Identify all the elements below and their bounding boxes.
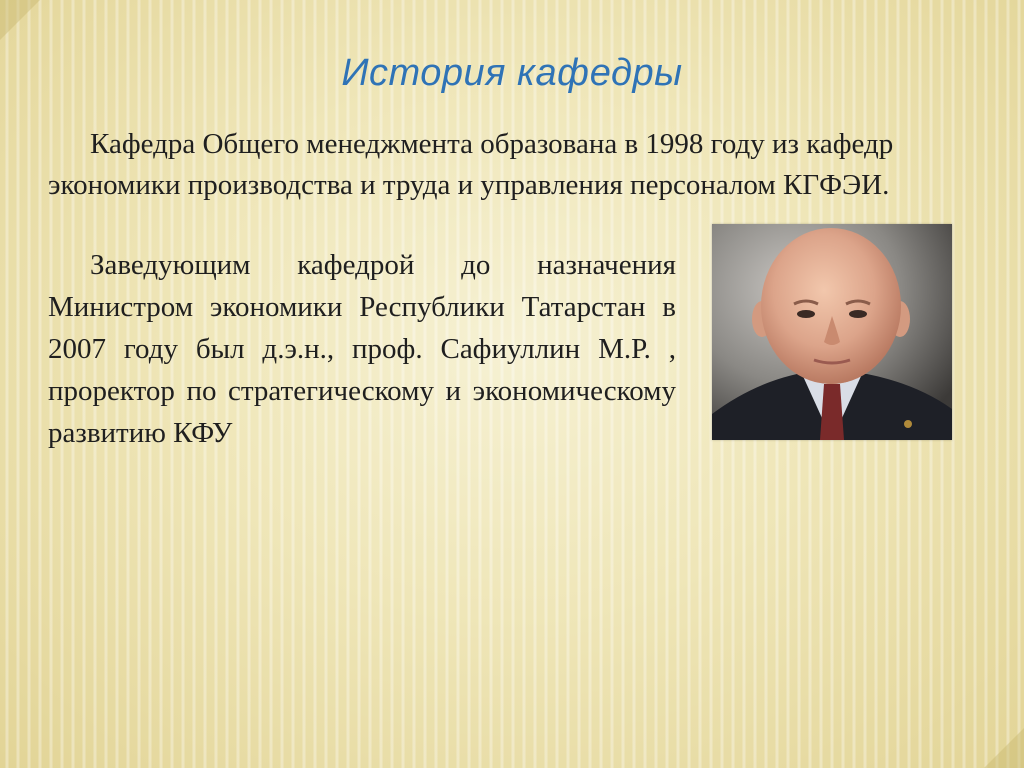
paragraph-history: Кафедра Общего менеджмента образована в 1998 году из кафедр экономики производства и труда и управления персоналом КГФЭИ. xyxy=(48,128,894,201)
slide-title: История кафедры xyxy=(341,52,683,94)
corner-decoration-bottom-right xyxy=(984,728,1024,768)
portrait-image xyxy=(712,224,952,440)
portrait-photo xyxy=(712,224,952,440)
corner-decoration-top-left xyxy=(0,0,40,40)
paragraph-head-of-department: Заведующим кафедрой до назначения Министром экономики Республики Татарстан в 2007 году был д.э.н., проф. Сафиуллин М.Р. , проректор по стратегическому и экономическому развитию КФУ xyxy=(48,249,676,449)
